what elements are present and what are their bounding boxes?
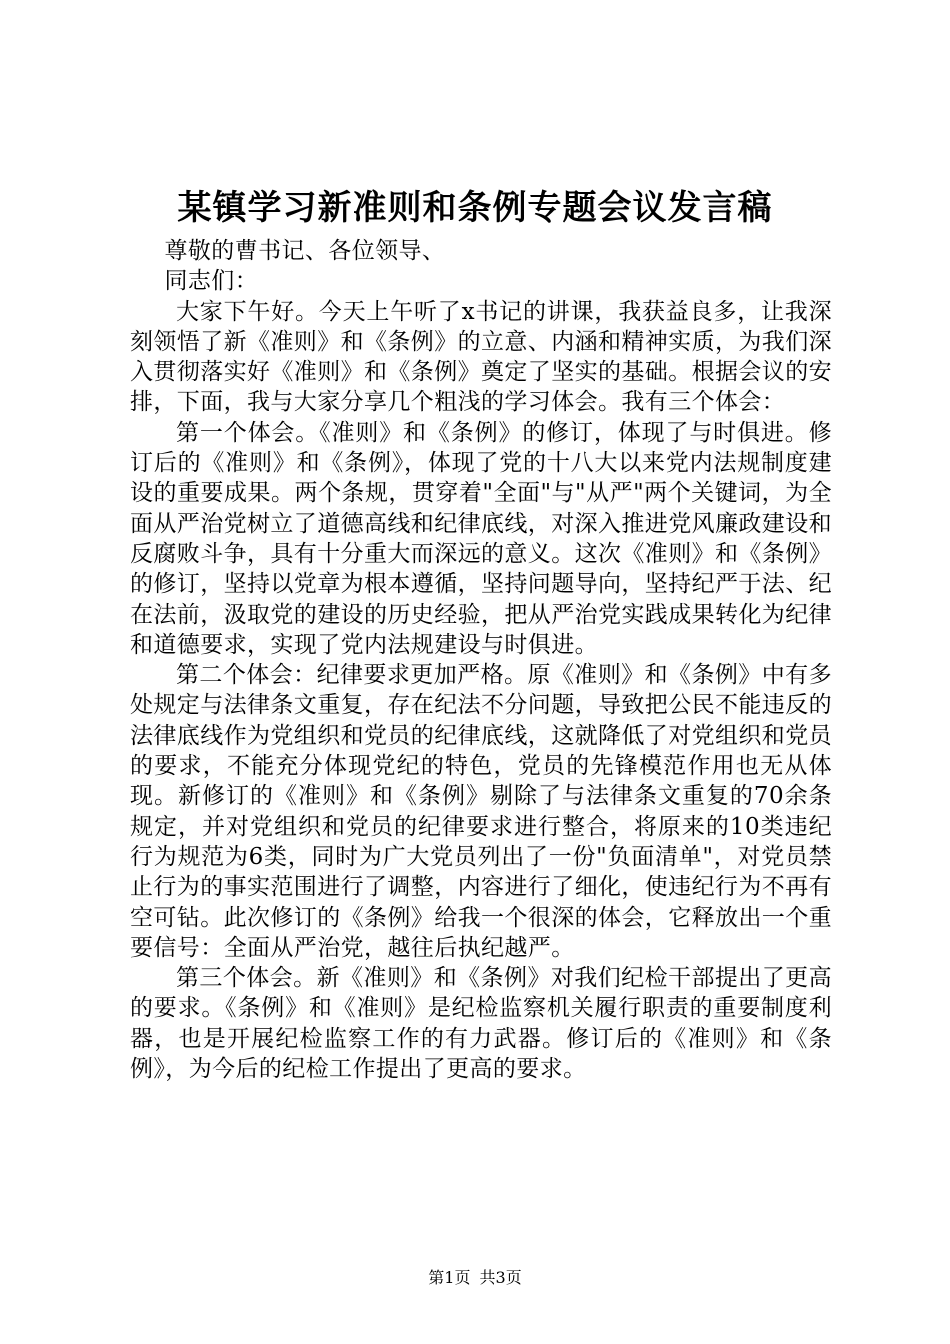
paragraph-intro: 大家下午好。今天上午听了x书记的讲课，我获益良多，让我深刻领悟了新《准则》和《条例》的立意、内涵和精神实质，为我们深入贯彻落实好《准则》和《条例》奠定了坚实的基础。根据会议的安排，下面，我与大家分享几个粗浅的学习体会。我有三个体会：	[130, 298, 832, 416]
salutation-line-1: 尊敬的曹书记、各位领导、	[164, 238, 446, 264]
document-body	[130, 236, 832, 1084]
paragraph-first-point: 第一个体会。《准则》和《条例》的修订，体现了与时俱进。修订后的《准则》和《条例》，体现了党的十八大以来党内法规制度建设的重要成果。两个条规，贯穿着"全面"与"从严"两个关键词，为全面从严治党树立了道德高线和纪律底线，对深入推进党风廉政建设和反腐败斗争，具有十分重大而深远的意义。这次《准则》和《条例》的修订，坚持以党章为根本遵循，坚持问题导向，坚持纪严于法、纪在法前，汲取党的建设的历史经验，把从严治党实践成果转化为纪律和道德要求，实现了党内法规建设与时俱进。	[130, 419, 832, 658]
paragraph-third-point: 第三个体会。新《准则》和《条例》对我们纪检干部提出了更高的要求。《条例》和《准则》是纪检监察机关履行职责的重要制度利器，也是开展纪检监察工作的有力武器。修订后的《准则》和《条例》，为今后的纪检工作提出了更高的要求。	[130, 965, 832, 1083]
page-number: 第1页	[428, 1268, 471, 1287]
page-footer	[0, 1268, 950, 1288]
paragraph-second-point: 第二个体会：纪律要求更加严格。原《准则》和《条例》中有多处规定与法律条文重复，存在纪法不分问题，导致把公民不能违反的法律底线作为党组织和党员的纪律底线，这就降低了对党组织和党员的要求，不能充分体现党纪的特色，党员的先锋模范作用也无从体现。新修订的《准则》和《条例》剔除了与法律条文重复的70余条规定，并对党组织和党员的纪律要求进行整合，将原来的10类违纪行为规范为6类，同时为广大党员列出了一份"负面清单"，对党员禁止行为的事实范围进行了调整，内容进行了细化，使违纪行为不再有空可钻。此次修订的《条例》给我一个很深的体会，它释放出一个重要信号：全面从严治党，越往后执纪越严。	[130, 662, 832, 961]
document-title: 某镇学习新准则和条例专题会议发言稿	[177, 188, 773, 228]
page-total: 共3页	[479, 1268, 522, 1287]
salutation-line-2: 同志们：	[164, 268, 259, 295]
